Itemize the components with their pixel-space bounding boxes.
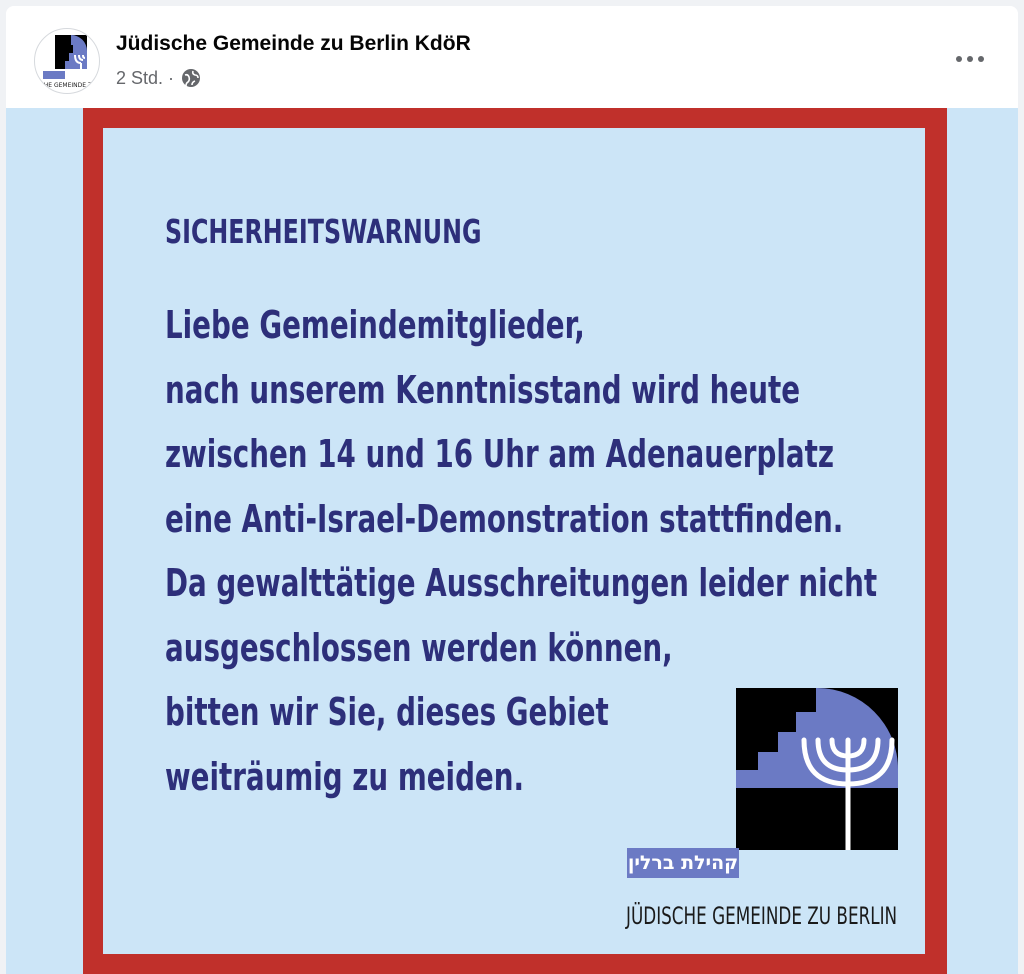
warning-line: zwischen 14 und 16 Uhr am Adenauerplatz [165,432,834,476]
post-image[interactable] [6,108,1018,974]
post-time[interactable]: 2 Std. [116,67,164,88]
warning-headline: SICHERHEITSWARNUNG [165,212,482,251]
separator-dot: · [168,67,175,88]
menorah-logo-icon [736,688,898,850]
warning-line: eine Anti-Israel-Demonstration stattfinden. [165,496,844,541]
warning-frame [83,108,947,974]
more-options-button[interactable] [950,44,990,74]
more-dot [967,56,973,62]
globe-icon[interactable] [181,68,201,88]
post-header [6,6,1018,108]
avatar[interactable] [34,28,100,94]
post-meta [116,67,201,89]
svg-text:CHE GEMEINDE ZU: CHE GEMEINDE ZU [39,82,97,89]
warning-line: ausgeschlossen werden können, [165,625,673,670]
hebrew-logo-label: קהילת ברלין [627,848,739,878]
organization-name: JÜDISCHE GEMEINDE ZU BERLIN [626,902,898,930]
page-name[interactable]: Jüdische Gemeinde zu Berlin KdöR [116,32,471,55]
warning-line: bitten wir Sie, dieses Gebiet [165,690,609,734]
warning-line: nach unserem Kenntnisstand wird heute [165,367,801,412]
warning-line: weiträumig zu meiden. [165,754,525,799]
post-card [6,6,1018,974]
warning-panel [103,128,925,954]
community-logo-icon [35,29,100,94]
warning-line: Da gewalttätige Ausschreitungen leider nicht [165,561,878,605]
more-dot [978,56,984,62]
more-dot [956,56,962,62]
warning-line: Liebe Gemeindemitglieder, [165,303,585,347]
